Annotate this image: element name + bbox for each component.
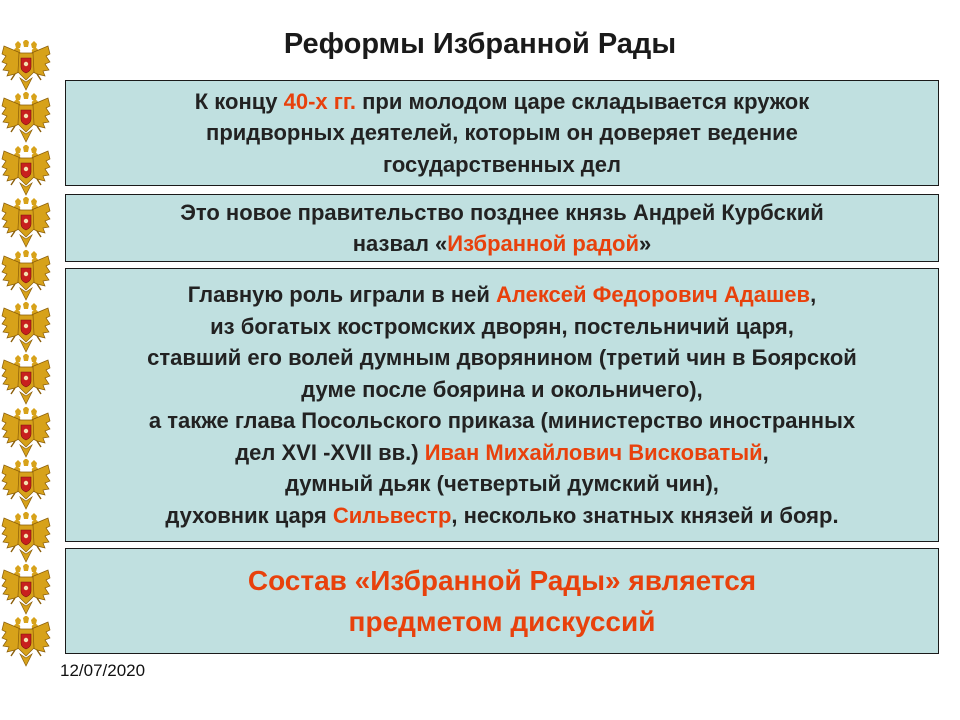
double-headed-eagle-icon (0, 616, 52, 668)
slide-date: 12/07/2020 (60, 661, 146, 680)
text-fragment: Главную роль играли в ней (187, 282, 497, 307)
double-headed-eagle-icon (0, 512, 52, 564)
text-fragment: , несколько знатных князей и бояр. (451, 502, 839, 528)
text-line: а также глава Посольского приказа (министерство иностранных (148, 408, 856, 433)
text-line: ставший его волей думным дворянином (третий чин в Боярской (147, 345, 857, 370)
text-line: думе после боярина и окольничего), (301, 376, 703, 402)
text-line: Это новое правительство позднее князь Андрей Курбский (180, 199, 824, 225)
text-line: Состав «Избранной Рады» является (247, 565, 757, 596)
double-headed-eagle-icon (0, 354, 52, 406)
text-fragment: при молодом царе складывается кружок (356, 88, 810, 114)
text-box-conclusion (65, 548, 939, 654)
highlight-text: 40-х гг. (283, 88, 356, 114)
highlight-text: Сильвестр (332, 502, 452, 528)
text-box-members (65, 268, 939, 542)
text-line: придворных деятелей, которым он доверяет ведение (206, 120, 798, 146)
text-fragment: К концу (194, 88, 284, 114)
text-fragment: духовник царя (165, 502, 333, 528)
double-headed-eagle-icon (0, 564, 52, 616)
text-fragment: назвал « (352, 231, 448, 256)
double-headed-eagle-icon (0, 407, 52, 459)
text-fragment: дел XVI -XVII вв.) (235, 439, 425, 465)
slide-title: Реформы Избранной Рады (283, 28, 677, 60)
double-headed-eagle-icon (0, 459, 52, 511)
highlight-text: Алексей Федорович Адашев (496, 282, 811, 307)
text-line: государственных дел (383, 151, 621, 177)
text-box-name (65, 194, 939, 262)
text-fragment: » (639, 231, 652, 256)
double-headed-eagle-icon (0, 145, 52, 197)
double-headed-eagle-icon (0, 197, 52, 249)
text-line: думный дьяк (четвертый думский чин), (285, 471, 719, 496)
double-headed-eagle-icon (0, 92, 52, 144)
double-headed-eagle-icon (0, 250, 52, 302)
text-fragment: , (762, 439, 769, 465)
highlight-text: Иван Михайлович Висковатый (424, 439, 763, 465)
text-line: предметом дискуссий (348, 606, 656, 637)
text-fragment: , (810, 282, 817, 307)
text-line: из богатых костромских дворян, постельничий царя, (210, 313, 794, 339)
text-box-intro (65, 80, 939, 186)
highlight-text: Избранной радой (447, 231, 639, 256)
double-headed-eagle-icon (0, 302, 52, 354)
